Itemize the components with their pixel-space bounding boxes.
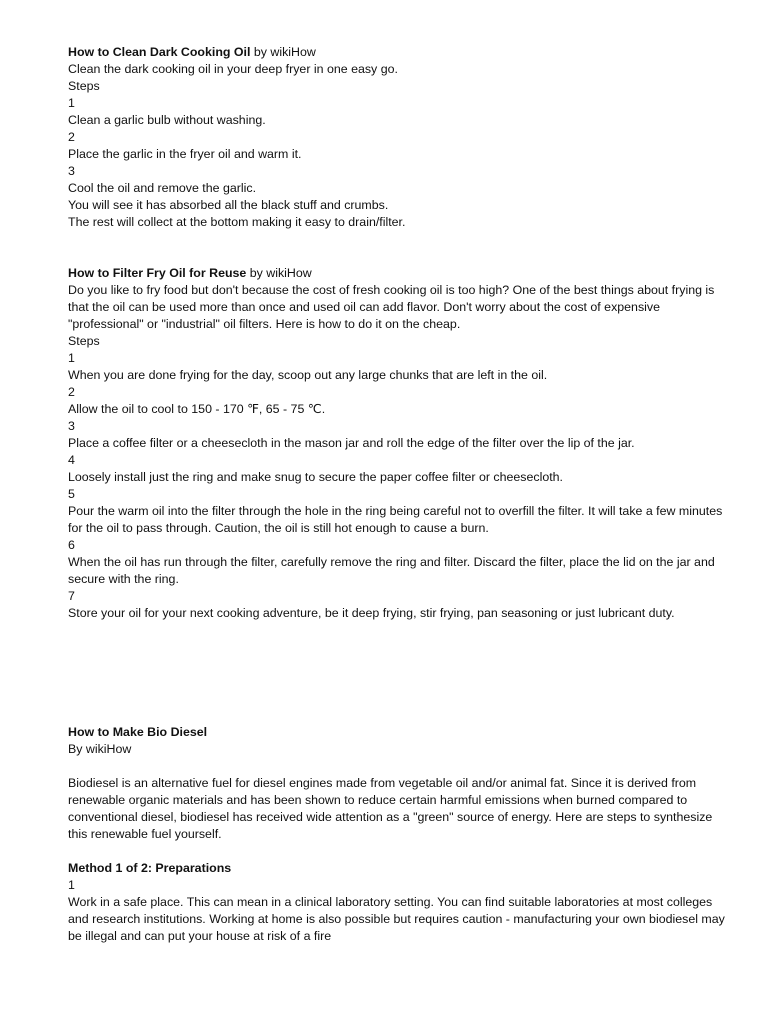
- step-number: 2: [68, 130, 75, 144]
- step-number: 7: [68, 589, 75, 603]
- section-byline: by wikiHow: [250, 45, 316, 59]
- step-text: When the oil has run through the filter, carefully remove the ring and filter. Discard the filter, place the lid on the jar and secure with the ring.: [68, 555, 715, 586]
- step-text: Store your oil for your next cooking adventure, be it deep frying, stir frying, pan seasoning or just lubricant duty.: [68, 606, 675, 620]
- step-number: 1: [68, 351, 75, 365]
- step-note: The rest will collect at the bottom making it easy to drain/filter.: [68, 215, 406, 229]
- step-text: Work in a safe place. This can mean in a clinical laboratory setting. You can find suitable laboratories at most colleges and research institutions. Working at home is also possible but requires caution - manufacturing your own biodiesel may be illegal and can put your house at risk of a fire: [68, 895, 725, 943]
- step-number: 3: [68, 164, 75, 178]
- document-page: [68, 44, 732, 945]
- step-text: Pour the warm oil into the filter through the hole in the ring being careful not to overfill the filter. It will take a few minutes for the oil to pass through. Caution, the oil is still hot enough to cause a burn.: [68, 504, 723, 535]
- section-title-line: [68, 724, 732, 741]
- steps-label: Steps: [68, 79, 100, 93]
- section-intro: Biodiesel is an alternative fuel for diesel engines made from vegetable oil and/or animal fat. Since it is derived from renewable organic materials and has been shown to reduce certain harmful emissions when burned compared to conventional diesel, biodiesel has received wide attention as a "green" source of energy. Here are steps to synthesize this renewable fuel yourself.: [68, 776, 713, 841]
- step-number: 1: [68, 878, 75, 892]
- spacer: [68, 622, 732, 724]
- section-intro: Do you like to fry food but don't because the cost of fresh cooking oil is too high? One of the best things about frying is that the oil can be used more than once and used oil can add flavor. Don't worry about the cost of expensive "professional" or "industrial" oil filters. Here is how to do it on the cheap.: [68, 283, 715, 331]
- step-number: 5: [68, 487, 75, 501]
- step-text: When you are done frying for the day, scoop out any large chunks that are left in the oil.: [68, 368, 548, 382]
- section-intro: Clean the dark cooking oil in your deep fryer in one easy go.: [68, 62, 398, 76]
- step-number: 2: [68, 385, 75, 399]
- step-text: Loosely install just the ring and make snug to secure the paper coffee filter or cheesecloth.: [68, 470, 563, 484]
- section-byline: By wikiHow: [68, 742, 132, 756]
- section-filter-oil: [68, 265, 732, 622]
- section-title: How to Filter Fry Oil for Reuse: [68, 266, 247, 280]
- step-text: Place a coffee filter or a cheesecloth in the mason jar and roll the edge of the filter over the lip of the jar.: [68, 436, 635, 450]
- steps-label: Steps: [68, 334, 100, 348]
- spacer: [68, 231, 732, 265]
- step-number: 3: [68, 419, 75, 433]
- spacer: [68, 758, 732, 775]
- section-title: How to Make Bio Diesel: [68, 725, 208, 739]
- section-title-line: [68, 265, 732, 282]
- step-number: 4: [68, 453, 75, 467]
- method-title-line: [68, 860, 732, 877]
- step-number: 1: [68, 96, 75, 110]
- spacer: [68, 843, 732, 860]
- section-title: How to Clean Dark Cooking Oil: [68, 45, 251, 59]
- step-text: Place the garlic in the fryer oil and warm it.: [68, 147, 302, 161]
- step-note: You will see it has absorbed all the black stuff and crumbs.: [68, 198, 389, 212]
- section-title-line: [68, 44, 732, 61]
- section-byline: by wikiHow: [246, 266, 312, 280]
- step-text: Allow the oil to cool to 150 - 170 ℉, 65 - 75 ℃.: [68, 402, 326, 416]
- method-title: Method 1 of 2: Preparations: [68, 861, 232, 875]
- step-text: Clean a garlic bulb without washing.: [68, 113, 266, 127]
- step-text: Cool the oil and remove the garlic.: [68, 181, 257, 195]
- section-clean-oil: [68, 44, 732, 231]
- section-bio-diesel: [68, 724, 732, 945]
- step-number: 6: [68, 538, 75, 552]
